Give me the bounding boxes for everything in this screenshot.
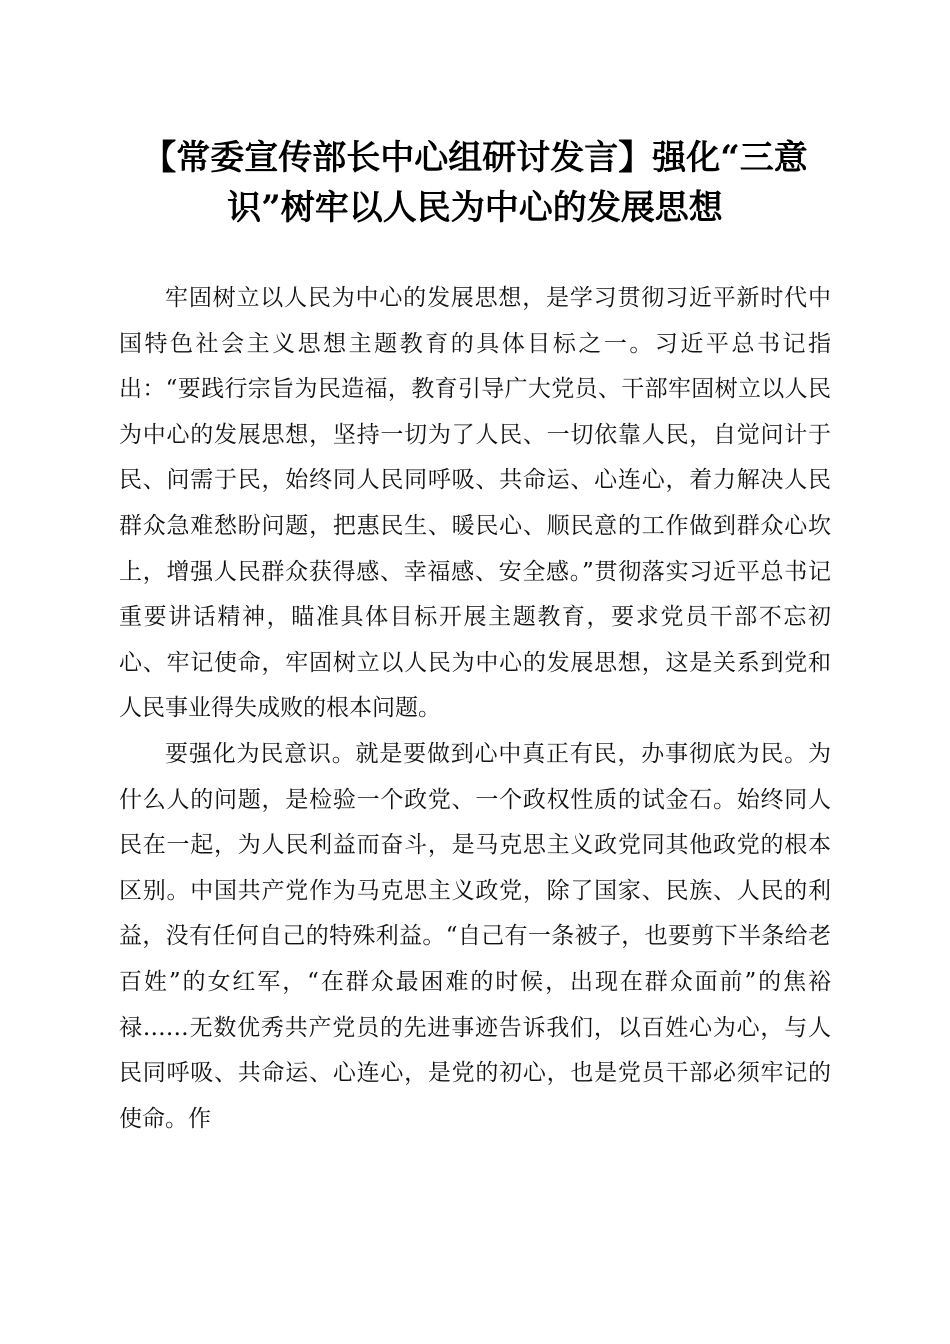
document-title (100, 133, 850, 233)
title-line-1: 【常委宣传部长中心组研讨发言】强化“三意 (142, 138, 808, 178)
paragraph-2: 要强化为民意识。就是要做到心中真正有民，办事彻底为民。为什么人的问题，是检验一个政党、一个政权性质的试金石。始终同人民在一起，为人民利益而奋斗，是马克思主义政党同其他政党的根本区别。中国共产党作为马克思主义政党，除了国家、民族、人民的利益，没有任何自己的特殊利益。“自己有一条被子，也要剪下半条给老百姓”的女红军，“在群众最困难的时候，出现在群众面前”的焦裕禄……无数优秀共产党员的先进事迹告诉我们，以百姓心为心，与人民同呼吸、共命运、心连心，是党的初心，也是党员干部必须牢记的使命。作 (119, 740, 831, 1132)
title-line-2: 识”树牢以人民为中心的发展思想 (227, 188, 723, 228)
document-body (119, 276, 831, 1142)
paragraph-1: 牢固树立以人民为中心的发展思想，是学习贯彻习近平新时代中国特色社会主义思想主题教育的具体目标之一。习近平总书记指出：“要践行宗旨为民造福，教育引导广大党员、干部牢固树立以人民为中心的发展思想，坚持一切为了人民、一切依靠人民，自觉问计于民、问需于民，始终同人民同呼吸、共命运、心连心，着力解决人民群众急难愁盼问题，把惠民生、暖民心、顺民意的工作做到群众心坎上，增强人民群众获得感、幸福感、安全感。”贯彻落实习近平总书记重要讲话精神，瞄准具体目标开展主题教育，要求党员干部不忘初心、牢记使命，牢固树立以人民为中心的发展思想，这是关系到党和人民事业得失成败的根本问题。 (119, 285, 831, 722)
